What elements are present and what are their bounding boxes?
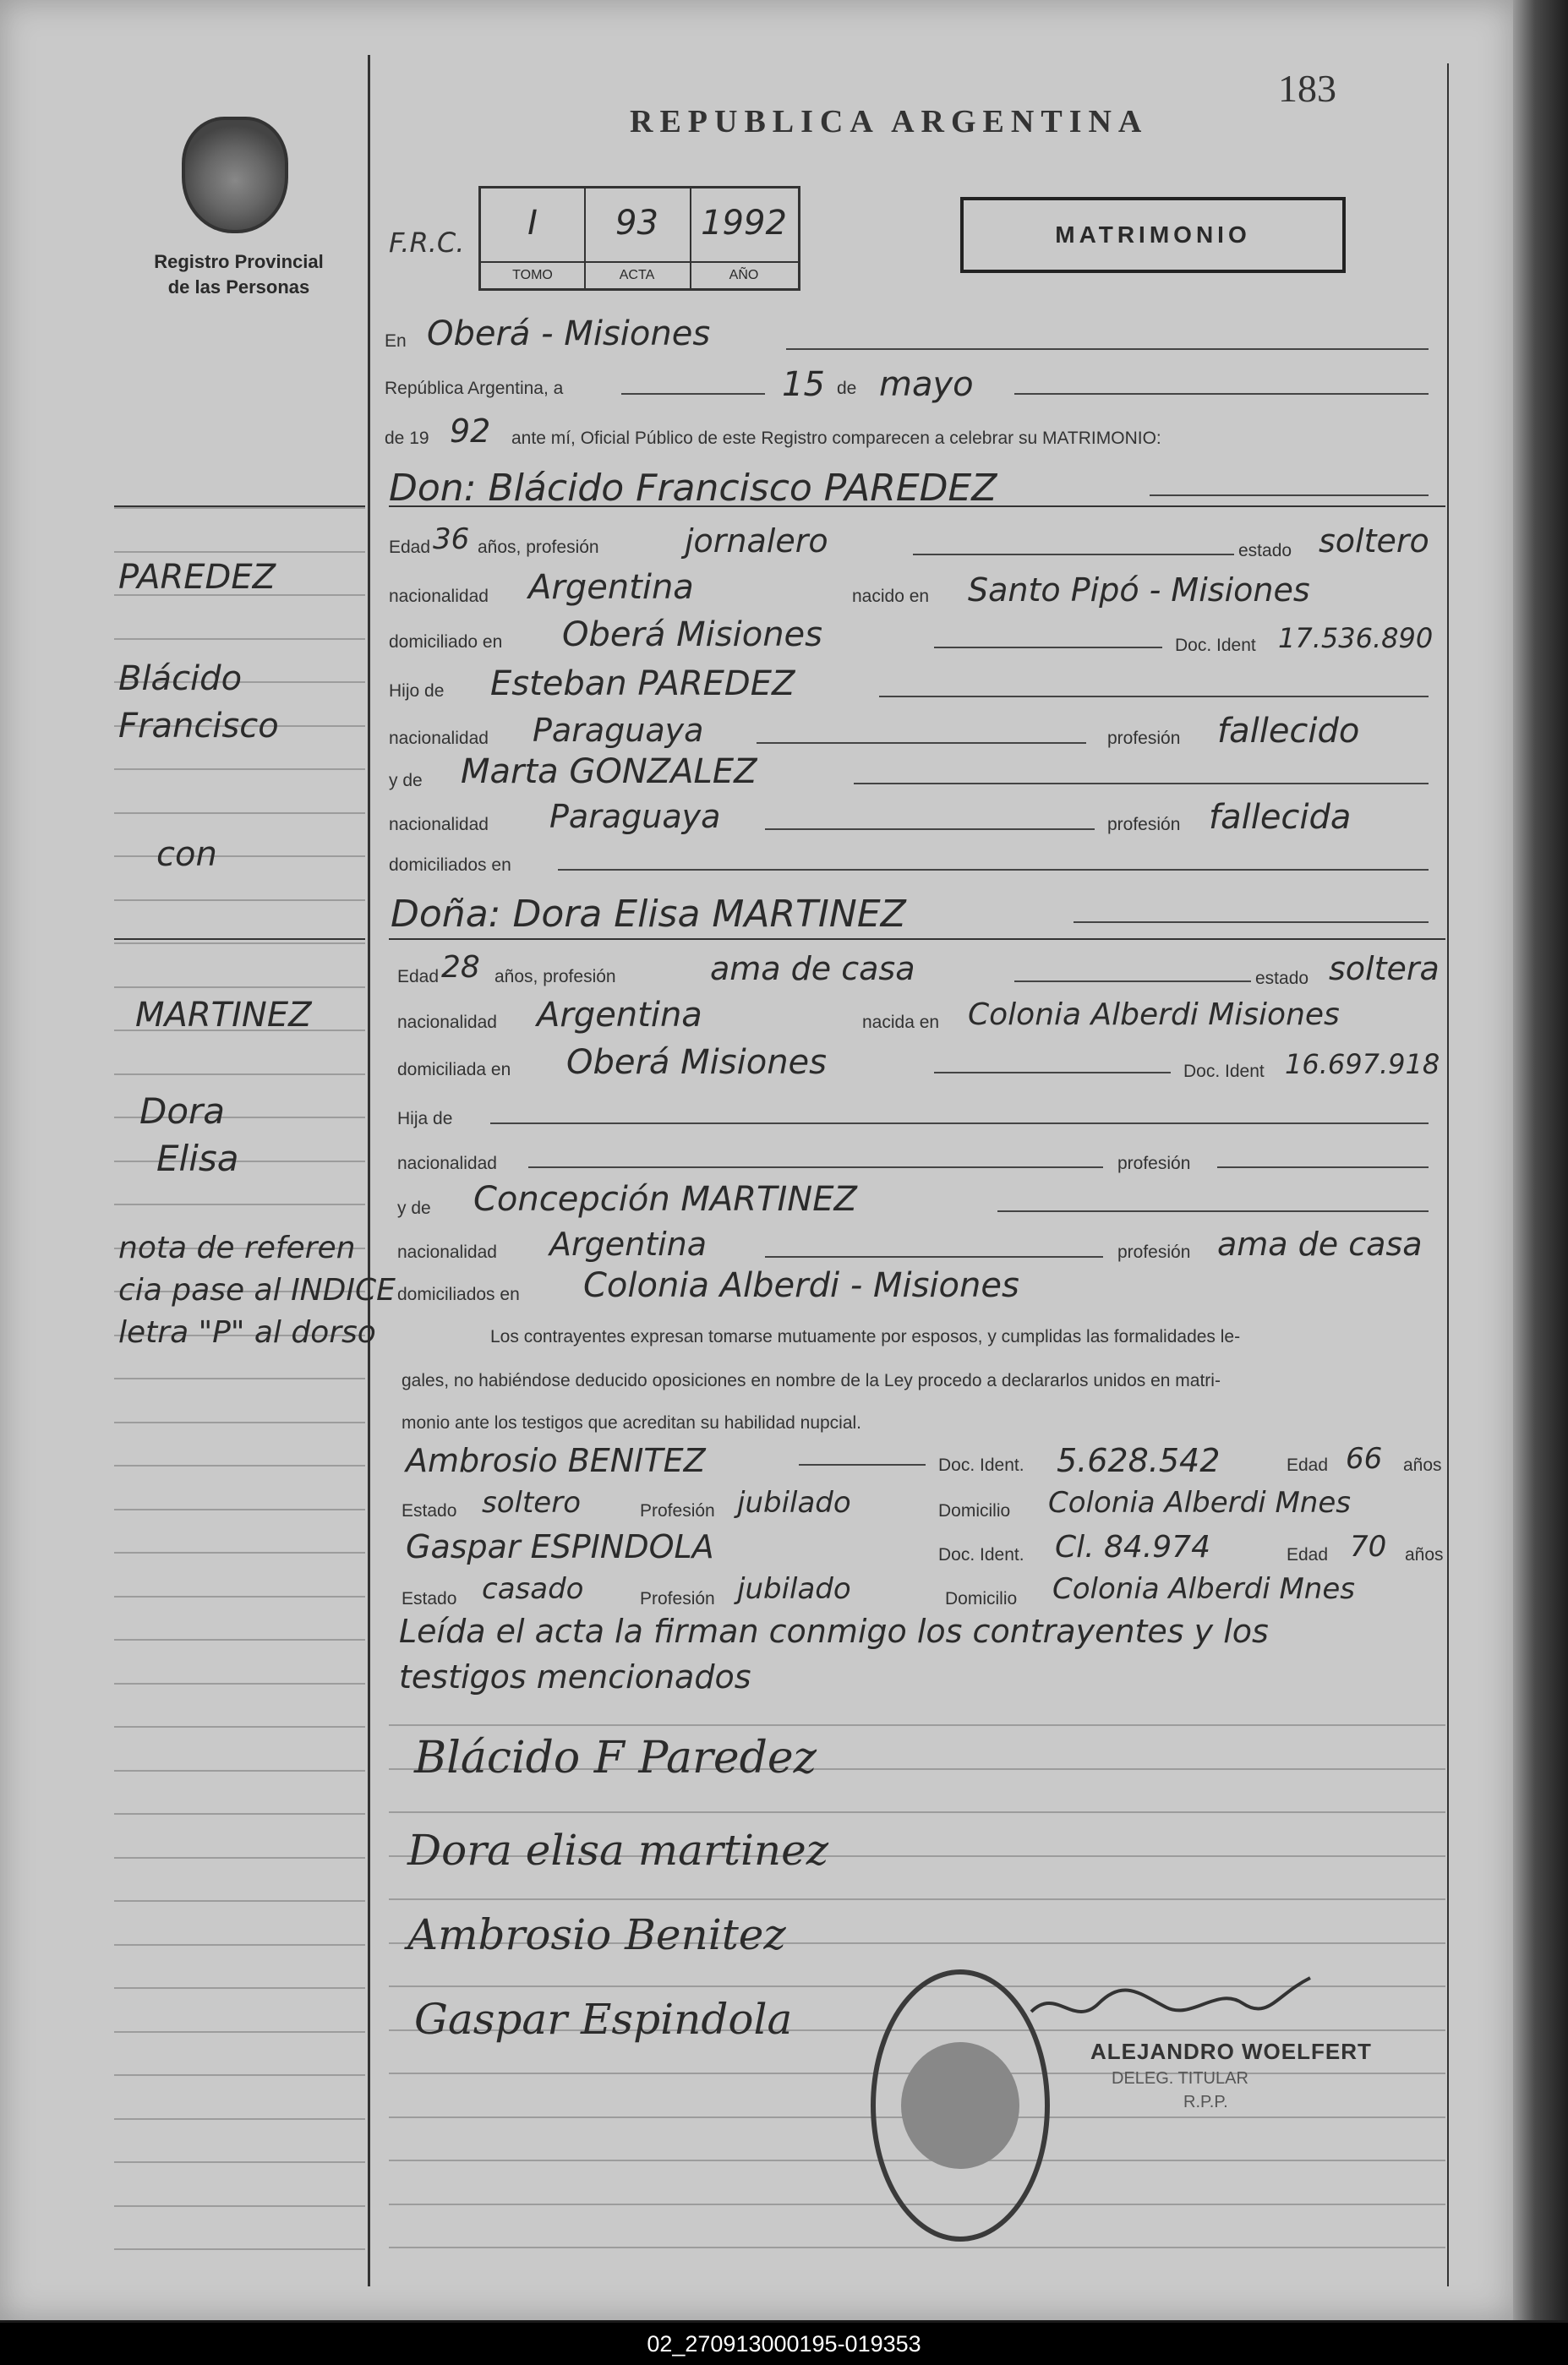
signature-witness1: Ambrosio Benitez bbox=[407, 1910, 786, 1959]
book-binding bbox=[1513, 0, 1568, 2320]
bride-estado: soltera bbox=[1329, 950, 1440, 987]
acta-cell: 93 ACTA bbox=[584, 188, 691, 288]
groom-title: Don: Blácido Francisco PAREDEZ bbox=[389, 467, 997, 510]
groom-birthplace: Santo Pipó - Misiones bbox=[968, 571, 1310, 609]
margin-divider bbox=[368, 55, 370, 2286]
ledger-rule bbox=[114, 1683, 365, 1685]
section-divider bbox=[114, 938, 365, 940]
groom-father-profession: fallecido bbox=[1217, 712, 1360, 751]
ledger-rule bbox=[114, 2031, 365, 2033]
groom-profession: jornalero bbox=[685, 522, 828, 560]
ledger-rule bbox=[114, 1639, 365, 1641]
bride-mother-domicile: Colonia Alberdi - Misiones bbox=[583, 1266, 1019, 1305]
registry-name: Registro Provincial de las Personas bbox=[154, 251, 324, 298]
signature-witness2: Gaspar Espindola bbox=[414, 1995, 793, 2044]
ledger-rule bbox=[114, 1161, 365, 1162]
ledger-rule bbox=[114, 1509, 365, 1510]
bride-mother-profession: ama de casa bbox=[1217, 1226, 1423, 1263]
ledger-rule bbox=[114, 855, 365, 857]
declaration-line3: monio ante los testigos que acreditan su habilidad nupcial. bbox=[402, 1413, 862, 1433]
en-label: En bbox=[385, 331, 407, 351]
bride-mother: Concepción MARTINEZ bbox=[473, 1180, 857, 1219]
ledger-rule bbox=[114, 551, 365, 553]
ledger-rule bbox=[114, 1465, 365, 1467]
witness1-name: Ambrosio BENITEZ bbox=[406, 1442, 706, 1479]
witness1-domicile: Colonia Alberdi Mnes bbox=[1048, 1486, 1351, 1520]
ledger-rule bbox=[114, 1596, 365, 1598]
groom-mother-nationality: Paraguaya bbox=[549, 798, 721, 835]
ledger-rule bbox=[114, 2074, 365, 2076]
ledger-rule bbox=[114, 1073, 365, 1075]
groom-estado: soltero bbox=[1319, 522, 1429, 560]
witness2-age: 70 bbox=[1350, 1530, 1387, 1564]
witness1-profession: jubilado bbox=[737, 1486, 851, 1520]
margin-note-3: letra "P" al dorso bbox=[118, 1315, 376, 1350]
officer-initials: R.P.P. bbox=[1183, 2093, 1228, 2111]
frc-box bbox=[478, 186, 800, 291]
margin-given-1a: Blácido bbox=[118, 659, 243, 698]
place: Oberá - Misiones bbox=[427, 314, 711, 353]
declaration-line2: gales, no habiéndose deducido oposiciones en nombre de la Ley procedo a declararlos unidos en matri- bbox=[402, 1371, 1221, 1390]
bride-birthplace: Colonia Alberdi Misiones bbox=[968, 997, 1340, 1032]
officer-role: DELEG. TITULAR bbox=[1112, 2069, 1248, 2088]
bride-profession: ama de casa bbox=[710, 950, 915, 987]
closing-line1: Leída el acta la firman conmigo los contrayentes y los bbox=[399, 1613, 1269, 1650]
ledger-rule bbox=[114, 507, 365, 509]
witness2-domicile: Colonia Alberdi Mnes bbox=[1052, 1572, 1355, 1606]
ledger-rule bbox=[114, 2161, 365, 2163]
ledger-rule bbox=[114, 1552, 365, 1554]
ledger-rule bbox=[114, 1987, 365, 1989]
ledger-rule bbox=[114, 1944, 365, 1946]
groom-age: 36 bbox=[433, 522, 470, 556]
signature-groom: Blácido F Paredez bbox=[414, 1733, 817, 1783]
ledger-rule bbox=[389, 2247, 1445, 2248]
ledger-rule bbox=[389, 1724, 1445, 1726]
witness2-doc: Cl. 84.974 bbox=[1055, 1530, 1210, 1565]
officer-name: ALEJANDRO WOELFERT bbox=[1090, 2039, 1372, 2064]
margin-given-2a: Dora bbox=[139, 1090, 226, 1132]
closing-line2: testigos mencionados bbox=[399, 1658, 751, 1696]
witness2-name: Gaspar ESPINDOLA bbox=[406, 1528, 714, 1565]
ledger-rule bbox=[114, 1204, 365, 1205]
margin-surname-2: MARTINEZ bbox=[135, 996, 312, 1035]
groom-domicile: Oberá Misiones bbox=[562, 615, 823, 654]
bride-mother-nationality: Argentina bbox=[549, 1226, 708, 1263]
groom-mother: Marta GONZALEZ bbox=[461, 752, 757, 791]
signature-bride: Dora elisa martinez bbox=[407, 1826, 829, 1875]
declaration-line1: Los contrayentes expresan tomarse mutuamente por esposos, y cumplidas las formalidades le- bbox=[490, 1327, 1241, 1346]
ledger-rule bbox=[114, 1900, 365, 1902]
witness1-age: 66 bbox=[1346, 1442, 1383, 1476]
ledger-rule bbox=[114, 942, 365, 944]
witness2-profession: jubilado bbox=[737, 1572, 851, 1606]
bride-title: Doña: Dora Elisa MARTINEZ bbox=[391, 893, 906, 936]
ledger-rule bbox=[114, 1813, 365, 1815]
right-border bbox=[1447, 63, 1449, 2286]
year: 92 bbox=[450, 412, 491, 450]
bride-doc: 16.697.918 bbox=[1285, 1048, 1440, 1080]
anio-cell: 1992 AÑO bbox=[690, 188, 798, 288]
bride-age: 28 bbox=[441, 950, 480, 985]
groom-father: Esteban PAREDEZ bbox=[490, 664, 795, 703]
statement: ante mí, Oficial Público de este Registro comparecen a celebrar su MATRIMONIO: bbox=[511, 429, 1161, 448]
bride-nationality: Argentina bbox=[537, 996, 702, 1035]
ledger-rule bbox=[114, 638, 365, 640]
ledger-rule bbox=[114, 2118, 365, 2120]
republica-label: República Argentina, a bbox=[385, 379, 564, 398]
register-page: Registro Provincial de las Personas REPUBLICA ARGENTINA 183 F.R.C. I TOMO 93 ACTA 1992 AÑO MATRIMONIO En Oberá - Misiones República Argentina, a 15 de mayo de 19 92 ante mí, Oficial Público de este Registro comparecen a celebrar su MATRIMONIO: Don: Blácido Francisco PAREDEZ Edad 36 años, profesión jornalero estado soltero nacionalidad Argentina nacido en Santo Pipó - Misiones domiciliado en Oberá Misiones Doc. Ident 17.536.890 Hijo de Esteban PAREDEZ nacionalidad Paraguaya profesión fallecido y de Marta GONZALEZ nacionalidad Paraguaya profesión fallecida domiciliados en Doña: Dora Elisa MARTINEZ Edad 28 años, profesión ama de casa estado soltera nacionalidad Argentina nacida en Colonia Alberdi Misiones domiciliada en Oberá Misiones Doc. Ident 16.697.918 Hija de nacionalidad profesión y de Concepción MARTINEZ nacionalidad Argentina profesión ama de casa domiciliados en Colonia Alberdi - Misiones Los contrayentes expresan tomarse mutuamente por esposos, y cumplidas las formalidades le- gales, no habiéndose deducido oposiciones en nombre de la Ley procedo a declararlos unidos en matri- monio ante los testigos que acreditan su habilidad nupcial. Ambrosio BENITEZ Doc. Ident. 5.628.542 Edad 66 años Estado soltero Profesión jubilado Domicilio Colonia Alberdi Mnes Gaspar ESPINDOLA Doc. Ident. Cl. 84.974 Edad 70 años Estado casado Profesión jubilado Domicilio Colonia Alberdi Mnes Leída el acta la firman conmigo los contrayentes y los testigos mencionados Blácido F Paredez Dora elisa martinez Ambrosio Benitez Gaspar Espindola ALEJANDRO WOELFERT DELEG. TITULAR R.P.P. PAREDEZ Blácido Francisco con MARTINEZ Dora Elisa nota de referen cia pase al INDICE letra "P" al dorso bbox=[0, 0, 1513, 2320]
ledger-rule bbox=[114, 1857, 365, 1859]
image-id-caption: 02_270913000195-019353 bbox=[0, 2323, 1568, 2365]
section-divider bbox=[389, 938, 1445, 940]
day: 15 bbox=[782, 365, 825, 404]
folio-number: 183 bbox=[1278, 67, 1336, 110]
margin-given-2b: Elisa bbox=[156, 1138, 239, 1179]
frc-label: F.R.C. bbox=[389, 227, 465, 259]
witness2-estado: casado bbox=[482, 1572, 584, 1606]
witness1-doc: 5.628.542 bbox=[1057, 1442, 1221, 1479]
page-title: REPUBLICA ARGENTINA bbox=[630, 104, 1149, 139]
tomo-cell: I TOMO bbox=[481, 188, 586, 288]
margin-con: con bbox=[156, 835, 217, 874]
ledger-rule bbox=[114, 768, 365, 770]
ledger-rule bbox=[114, 986, 365, 988]
groom-nationality: Argentina bbox=[528, 568, 694, 607]
ledger-rule bbox=[114, 812, 365, 814]
margin-note-2: cia pase al INDICE bbox=[118, 1273, 396, 1308]
witness1-estado: soltero bbox=[482, 1486, 581, 1520]
margin-surname-1: PAREDEZ bbox=[118, 558, 276, 597]
ledger-rule bbox=[114, 1770, 365, 1772]
record-type-box: MATRIMONIO bbox=[960, 197, 1346, 273]
ledger-rule bbox=[114, 1726, 365, 1728]
ledger-rule bbox=[389, 1898, 1445, 1900]
ledger-rule bbox=[114, 1378, 365, 1379]
groom-father-nationality: Paraguaya bbox=[533, 712, 704, 749]
groom-doc: 17.536.890 bbox=[1278, 622, 1434, 654]
ledger-rule bbox=[389, 1811, 1445, 1813]
ledger-rule bbox=[114, 899, 365, 901]
officer-signature-icon bbox=[1023, 1969, 1327, 2045]
margin-given-1b: Francisco bbox=[118, 707, 279, 746]
section-divider bbox=[114, 505, 365, 507]
ledger-rule bbox=[114, 2205, 365, 2207]
groom-mother-profession: fallecida bbox=[1209, 798, 1352, 837]
margin-note-1: nota de referen bbox=[118, 1231, 356, 1265]
ledger-rule bbox=[114, 2248, 365, 2250]
coat-of-arms-seal bbox=[182, 117, 288, 233]
ledger-rule bbox=[114, 1422, 365, 1423]
month: mayo bbox=[879, 365, 974, 404]
bride-domicile: Oberá Misiones bbox=[566, 1043, 828, 1082]
